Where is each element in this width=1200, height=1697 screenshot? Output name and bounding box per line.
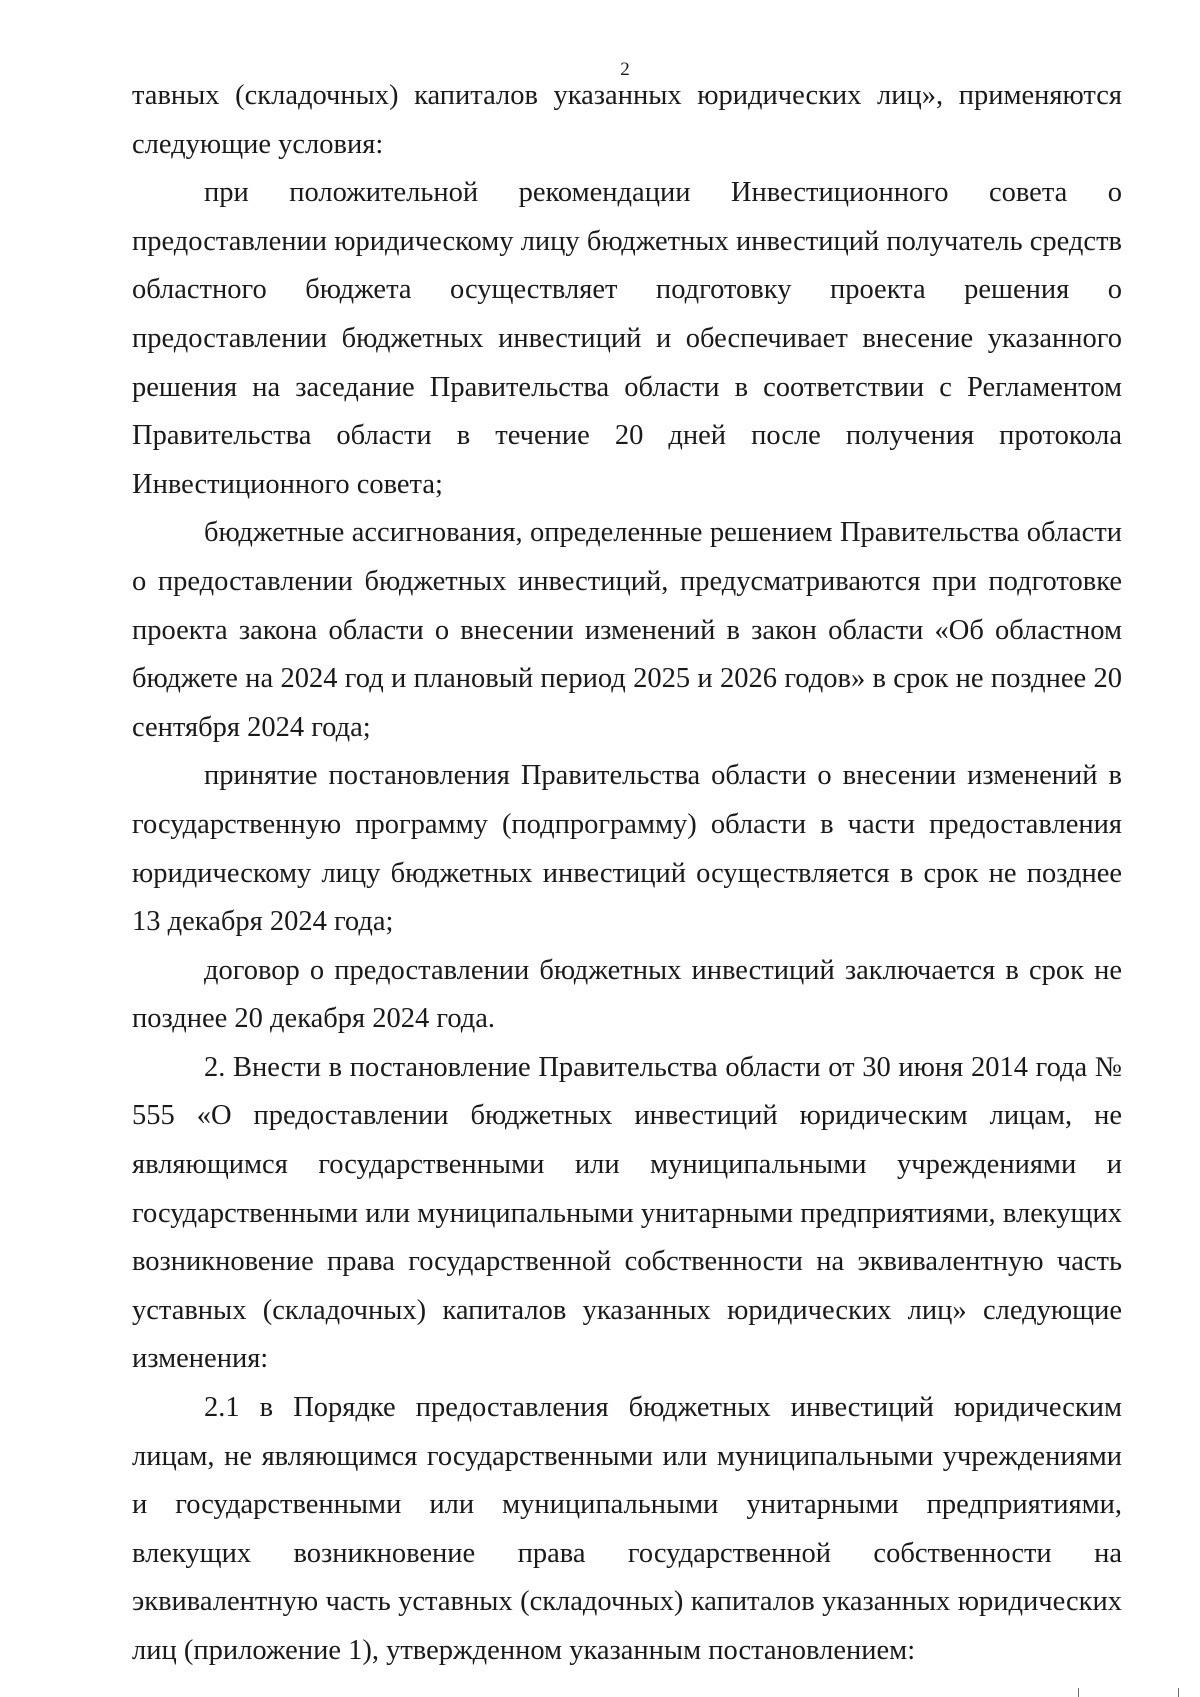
scan-edge-mark-left [1078, 1688, 1079, 1697]
paragraph-state-program-condition: принятие постановления Правительства области о внесении изменений в государственную программу (подпрограмму) области в части предоставления юридическому лицу бюджетных инвестиций осуществляется в срок не позднее 13 декабря 2024 года; [132, 760, 1122, 938]
page-number: 2 [620, 59, 630, 80]
scan-edge-mark-right [1178, 1688, 1179, 1697]
paragraph-continuation: тавных (складочных) капиталов указанных юридических лиц», применяются следующие условия: [132, 80, 1122, 160]
paragraph-item-2-1: 2.1 в Порядке предоставления бюджетных инвестиций юридическим лицам, не являющимся государственными или муниципальными учреждениями и государственными или муниципальными унитарными предприятиями, влекущих возникновение права государственной собственности на эквивалентную часть уставных (складочных) капиталов указанных юридических лиц (приложение 1), утвержденном указанным постановлением: [132, 1392, 1122, 1666]
paragraph-budget-allocations-condition: бюджетные ассигнования, определенные решением Правительства области о предоставлении бюджетных инвестиций, предусматриваются при подготовке проекта закона области о внесении изменений в закон области «Об областном бюджете на 2024 год и плановый период 2025 и 2026 годов» в срок не позднее 20 сентября 2024 года; [132, 517, 1122, 743]
document-body [132, 72, 1122, 1676]
paragraph-investment-council-condition: при положительной рекомендации Инвестиционного совета о предоставлении юридическому лицу бюджетных инвестиций получатель средств областного бюджета осуществляет подготовку проекта решения о предоставлении бюджетных инвестиций и обеспечивает внесение указанного решения на заседание Правительства области в соответствии с Регламентом Правительства области в течение 20 дней после получения протокола Инвестиционного совета; [132, 177, 1122, 500]
paragraph-item-2: 2. Внести в постановление Правительства области от 30 июня 2014 года № 555 «О предоставлении бюджетных инвестиций юридическим лицам, не являющимся государственными или муниципальными учреждениями и государственными или муниципальными унитарными предприятиями, влекущих возникновение права государственной собственности на эквивалентную часть уставных (складочных) капиталов указанных юридических лиц» следующие изменения: [132, 1051, 1122, 1375]
paragraph-contract-condition: договор о предоставлении бюджетных инвестиций заключается в срок не позднее 20 декабря 2024 года. [132, 954, 1122, 1035]
